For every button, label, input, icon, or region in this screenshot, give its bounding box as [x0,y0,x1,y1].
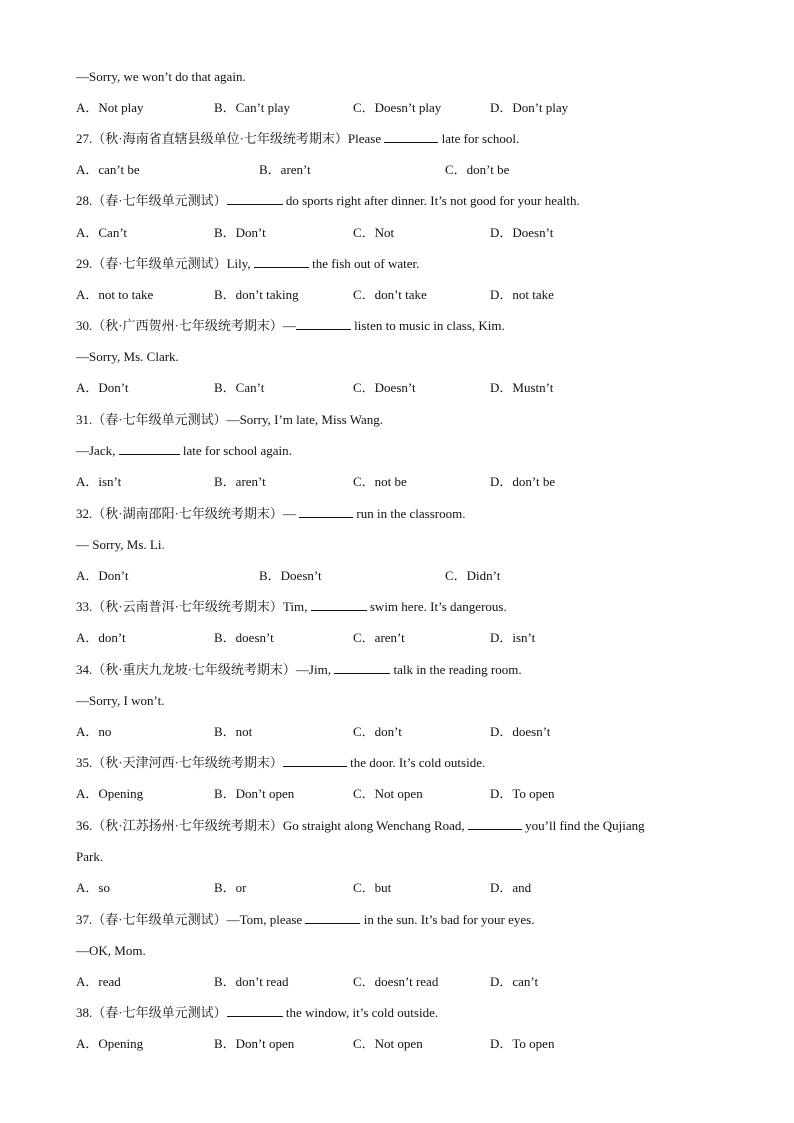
question-text: 29.（春·七年级单元测试）Lily, [76,256,254,271]
question-text: run in the classroom. [353,506,466,521]
question-text: 27.（秋·海南省直辖县级单位·七年级统考期末）Please [76,131,385,146]
answer-option: D．To open [490,786,555,801]
answer-option: B．aren’t [259,162,311,177]
answer-option: A．isn’t [76,474,122,489]
answer-blank [334,661,390,674]
question-line [76,317,724,335]
options-row [76,379,716,397]
answer-option: B．Don’t open [214,1036,295,1051]
question-text: 28.（春·七年级单元测试） [76,193,227,208]
answer-blank [227,1004,283,1017]
question-text: 37.（春·七年级单元测试）—Tom, please [76,912,306,927]
answer-option: A．Opening [76,786,144,801]
text-line: —OK, Mom. [76,943,146,958]
answer-option: C．don’t [353,724,402,739]
answer-blank [305,911,360,924]
answer-option: B．or [214,880,247,895]
answer-option: C．don’t be [445,162,510,177]
question-line [76,598,724,616]
question-text: late for school again. [179,443,292,458]
answer-blank [299,505,353,518]
answer-option: B．doesn’t [214,630,274,645]
options-row [76,567,716,585]
answer-option: D．and [490,880,532,895]
answer-option: B．aren’t [214,474,266,489]
answer-option: D．isn’t [490,630,536,645]
answer-blank [296,317,351,330]
answer-blank [311,598,367,611]
answer-option: C．Doesn’t play [353,100,442,115]
question-line [76,911,724,929]
options-row [76,99,716,117]
options-row [76,785,716,803]
answer-option: D．can’t [490,974,539,989]
question-text: you’ll find the Qujiang [521,818,645,833]
answer-blank [468,817,522,830]
options-row [76,723,716,741]
answer-option: C．Didn’t [445,568,501,583]
answer-option: C．but [353,880,392,895]
answer-option: A．no [76,724,112,739]
options-row [76,1035,716,1053]
question-text: the window, it’s cold outside. [282,1005,439,1020]
answer-option: C．don’t take [353,287,427,302]
question-text: do sports right after dinner. It’s not good for your health. [282,193,580,208]
text-line: Park. [76,849,104,864]
answer-option: A．Don’t [76,380,129,395]
question-text: swim here. It’s dangerous. [366,599,507,614]
options-row [76,879,716,897]
answer-option: B．Don’t open [214,786,295,801]
answer-option: C．not be [353,474,407,489]
options-row [76,973,716,991]
answer-option: D．Mustn’t [490,380,554,395]
question-text: 33.（秋·云南普洱·七年级统考期末）Tim, [76,599,311,614]
answer-blank [384,130,438,143]
answer-option: B．Don’t [214,225,266,240]
question-text: the door. It’s cold outside. [346,755,486,770]
question-line [76,817,724,835]
text-line: — Sorry, Ms. Li. [76,537,165,552]
answer-option: C．Not open [353,786,423,801]
question-text: 30.（秋·广西贺州·七年级统考期末）— [76,318,296,333]
answer-option: B．don’t taking [214,287,299,302]
question-line [76,130,724,148]
question-text: 35.（秋·天津河西·七年级统考期末） [76,755,283,770]
answer-option: D．Doesn’t [490,225,554,240]
answer-option: D．To open [490,1036,555,1051]
options-row [76,473,716,491]
question-text: late for school. [438,131,520,146]
text-line: —Sorry, Ms. Clark. [76,349,179,364]
question-text: —Jack, [76,443,119,458]
answer-blank [119,442,180,455]
answer-option: C．doesn’t read [353,974,439,989]
answer-option: B．not [214,724,253,739]
answer-blank [254,255,309,268]
question-text: 38.（春·七年级单元测试） [76,1005,227,1020]
answer-option: C．aren’t [353,630,405,645]
answer-option: A．can’t be [76,162,140,177]
text-line: —Sorry, I won’t. [76,693,165,708]
text-line: —Sorry, we won’t do that again. [76,69,246,84]
answer-option: B．don’t read [214,974,289,989]
question-line [76,192,724,210]
question-line [76,442,724,460]
answer-option: A．Not play [76,100,144,115]
answer-option: D．not take [490,287,554,302]
question-line [76,255,724,273]
answer-blank [283,754,347,767]
options-row [76,224,716,242]
answer-option: A．Can’t [76,225,128,240]
options-row [76,629,716,647]
answer-option: D．doesn’t [490,724,551,739]
answer-option: B．Doesn’t [259,568,322,583]
answer-option: A．not to take [76,287,154,302]
text-line: 31.（春·七年级单元测试）—Sorry, I’m late, Miss Wang. [76,412,383,427]
question-text: 32.（秋·湖南邵阳·七年级统考期末）— [76,506,300,521]
options-row [76,286,716,304]
question-line [76,1004,724,1022]
question-line [76,754,724,772]
answer-option: B．Can’t [214,380,265,395]
answer-option: D．Don’t play [490,100,569,115]
answer-option: C．Not open [353,1036,423,1051]
answer-option: B．Can’t play [214,100,290,115]
answer-option: C．Doesn’t [353,380,416,395]
answer-option: A．so [76,880,110,895]
answer-option: C．Not [353,225,395,240]
question-text: talk in the reading room. [390,662,522,677]
answer-option: A．Don’t [76,568,129,583]
answer-option: D．don’t be [490,474,556,489]
question-text: 34.（秋·重庆九龙坡·七年级统考期末）—Jim, [76,662,335,677]
question-text: listen to music in class, Kim. [350,318,505,333]
question-text: 36.（秋·江苏扬州·七年级统考期末）Go straight along Wenchang Road, [76,818,468,833]
answer-option: A．don’t [76,630,126,645]
question-text: the fish out of water. [308,256,420,271]
question-line [76,505,724,523]
options-row [76,161,716,179]
question-line [76,661,724,679]
answer-blank [227,192,283,205]
question-text: in the sun. It’s bad for your eyes. [360,912,535,927]
answer-option: A．Opening [76,1036,144,1051]
answer-option: A．read [76,974,121,989]
